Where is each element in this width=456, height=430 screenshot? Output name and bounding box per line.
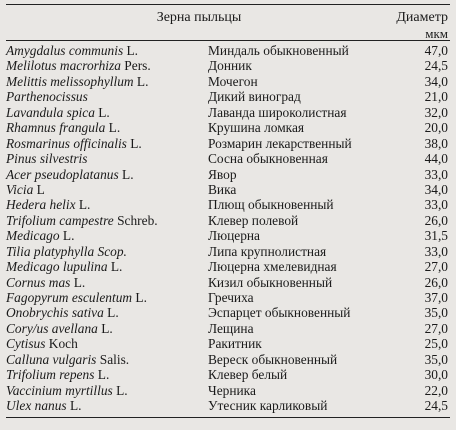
table-row <box>2 58 454 73</box>
species-latin-cell <box>2 367 206 382</box>
species-russian-name: Вика <box>208 181 237 197</box>
header-diameter <box>380 10 454 42</box>
table-row <box>2 305 454 320</box>
species-russian-name: Эспарцет обыкновенный <box>208 305 351 321</box>
diameter-value: 25,0 <box>424 336 448 352</box>
header-species: Зерна пыльцы <box>156 10 242 25</box>
species-latin-cell <box>2 228 206 243</box>
species-russian-name: Лаванда широколистная <box>208 104 347 120</box>
species-latin-cell <box>2 305 206 320</box>
diameter-value: 33,0 <box>424 243 448 259</box>
table-row <box>2 398 454 413</box>
diameter-value: 24,5 <box>424 58 448 74</box>
diameter-value: 32,0 <box>424 104 448 120</box>
species-latin-cell <box>2 352 206 367</box>
table-row <box>2 228 454 243</box>
species-author: L. <box>70 274 86 290</box>
species-latin-cell <box>2 182 206 197</box>
table-row <box>2 213 454 228</box>
table-row <box>2 367 454 382</box>
species-author: L. <box>66 398 82 414</box>
species-latin-cell <box>2 321 206 336</box>
diameter-value: 20,0 <box>424 120 448 136</box>
species-latin-name: Amygdalus communis <box>6 43 124 58</box>
species-author: L. <box>118 166 134 182</box>
table-row <box>2 336 454 351</box>
table-row <box>2 120 454 135</box>
table-row <box>2 259 454 274</box>
species-russian-name: Донник <box>208 58 252 74</box>
species-russian-name: Явор <box>208 166 237 182</box>
species-author: Schreb. <box>113 212 158 228</box>
species-russian-name: Крушина ломкая <box>208 120 305 136</box>
table-row <box>2 167 454 182</box>
table-row <box>2 383 454 398</box>
species-latin-cell <box>2 398 206 413</box>
diameter-value: 21,0 <box>424 89 448 105</box>
species-latin-name: Calluna vulgaris <box>6 351 97 367</box>
diameter-value: 33,0 <box>424 166 448 182</box>
species-latin-cell <box>2 167 206 182</box>
header-diameter-label: Диаметр <box>396 10 448 25</box>
species-author: L. <box>105 120 121 136</box>
table-row <box>2 43 454 58</box>
species-latin-cell <box>2 105 206 120</box>
species-latin-name: Rosmarinus officinalis <box>6 135 127 151</box>
species-latin-name: Melilotus macrorhiza <box>6 58 121 74</box>
species-author: L. <box>123 43 139 58</box>
species-russian-name: Плющ обыкновенный <box>208 197 334 213</box>
species-author: L <box>33 181 45 197</box>
species-author: L. <box>94 104 110 120</box>
species-russian-name: Люцерна хмелевидная <box>208 259 337 275</box>
species-author: Koch <box>45 336 78 352</box>
species-latin-name: Vicia <box>6 181 34 197</box>
species-latin-cell <box>2 290 206 305</box>
table-row <box>2 244 454 259</box>
table-row <box>2 275 454 290</box>
table-row <box>2 151 454 166</box>
species-latin-cell <box>2 120 206 135</box>
species-russian-name: Мочегон <box>208 73 258 89</box>
species-author: L. <box>133 73 149 89</box>
species-russian-name: Гречиха <box>208 290 254 305</box>
species-russian-name: Кизил обыкновенный <box>208 274 333 290</box>
table-row <box>2 89 454 104</box>
diameter-value: 26,0 <box>424 274 448 290</box>
species-latin-cell <box>2 259 206 274</box>
species-latin-cell <box>2 58 206 73</box>
species-latin-cell <box>2 151 206 166</box>
species-russian-name: Клевер белый <box>208 367 288 383</box>
species-latin-name: Pinus silvestris <box>6 151 88 167</box>
table-row <box>2 352 454 367</box>
species-latin-name: Medicago lupulina <box>6 259 108 275</box>
diameter-value: 27,0 <box>424 259 448 275</box>
species-latin-name: Rhamnus frangula <box>6 120 106 136</box>
species-latin-name: Cory/us avellana <box>6 320 98 336</box>
diameter-value: 44,0 <box>424 151 448 167</box>
species-russian-name: Липа крупнолистная <box>208 243 327 259</box>
species-latin-cell <box>2 136 206 151</box>
species-latin-cell <box>2 275 206 290</box>
species-latin-name: Lavandula spica <box>6 104 95 120</box>
table-row <box>2 136 454 151</box>
species-author: L. <box>132 290 147 305</box>
species-russian-name: Миндаль обыкновенный <box>208 43 349 58</box>
species-latin-cell <box>2 213 206 228</box>
diameter-value: 31,5 <box>424 228 448 244</box>
species-latin-name: Hedera helix <box>6 197 76 213</box>
species-author: L. <box>112 382 128 398</box>
species-russian-name: Утесник карликовый <box>208 398 328 414</box>
species-russian-name: Дикий виноград <box>208 89 301 105</box>
species-author: L. <box>94 367 110 383</box>
diameter-value: 35,0 <box>424 305 448 321</box>
table-row <box>2 290 454 305</box>
species-russian-name: Ракитник <box>208 336 262 352</box>
species-russian-name: Лещина <box>208 320 254 336</box>
diameter-value: 47,0 <box>424 43 448 58</box>
species-latin-name: Melittis melissophyllum <box>6 73 134 89</box>
table-header <box>2 5 454 40</box>
species-author: Pers. <box>120 58 151 74</box>
table-row <box>2 182 454 197</box>
species-author: L. <box>126 135 142 151</box>
species-author: Salis. <box>96 351 130 367</box>
species-russian-name: Клевер полевой <box>208 212 299 228</box>
diameter-value: 35,0 <box>424 351 448 367</box>
diameter-value: 33,0 <box>424 197 448 213</box>
species-author: L. <box>103 305 119 321</box>
species-author: L. <box>75 197 91 213</box>
species-latin-name: Acer pseudoplatanus <box>6 166 119 182</box>
species-latin-name: Vaccinium myrtillus <box>6 382 113 398</box>
diameter-value: 34,0 <box>424 73 448 89</box>
species-latin-cell <box>2 89 206 104</box>
diameter-value: 24,5 <box>424 398 448 414</box>
species-author: L. <box>59 228 75 244</box>
species-latin-cell <box>2 197 206 212</box>
species-latin-cell <box>2 336 206 351</box>
header-unit: мкм <box>425 26 448 41</box>
diameter-value: 34,0 <box>424 181 448 197</box>
species-latin-name: Trifolium repens <box>6 367 95 383</box>
species-latin-cell <box>2 244 206 259</box>
species-latin-name: Parthenocissus <box>6 89 88 105</box>
species-russian-name: Вереск обыкновенный <box>208 351 338 367</box>
diameter-value: 27,0 <box>424 320 448 336</box>
species-russian-name: Люцерна <box>208 228 260 244</box>
table-row <box>2 321 454 336</box>
diameter-value: 37,0 <box>424 290 448 305</box>
species-latin-cell <box>2 43 206 58</box>
species-russian-name: Розмарин лекарственный <box>208 135 352 151</box>
species-latin-name: Cytisus <box>6 336 46 352</box>
species-latin-name: Ulex nanus <box>6 398 67 414</box>
table-row <box>2 197 454 212</box>
diameter-value: 30,0 <box>424 367 448 383</box>
species-latin-cell <box>2 383 206 398</box>
bottom-rule <box>6 417 450 418</box>
diameter-value: 38,0 <box>424 135 448 151</box>
species-russian-name: Сосна обыкновенная <box>208 151 328 167</box>
species-latin-cell <box>2 74 206 89</box>
table-row <box>2 105 454 120</box>
table-row <box>2 74 454 89</box>
diameter-value: 26,0 <box>424 212 448 228</box>
species-latin-name: Tilia platyphylla Scop. <box>6 243 127 259</box>
species-latin-name: Cornus mas <box>6 274 71 290</box>
species-russian-name: Черника <box>208 382 256 398</box>
species-latin-name: Fagopyrum esculentum <box>6 290 133 305</box>
species-latin-name: Onobrychis sativa <box>6 305 104 321</box>
table-body <box>2 41 454 414</box>
species-latin-name: Medicago <box>6 228 60 244</box>
diameter-value: 22,0 <box>424 382 448 398</box>
species-latin-name: Trifolium campestre <box>6 212 114 228</box>
species-author: L. <box>97 320 113 336</box>
species-author: L. <box>107 259 123 275</box>
